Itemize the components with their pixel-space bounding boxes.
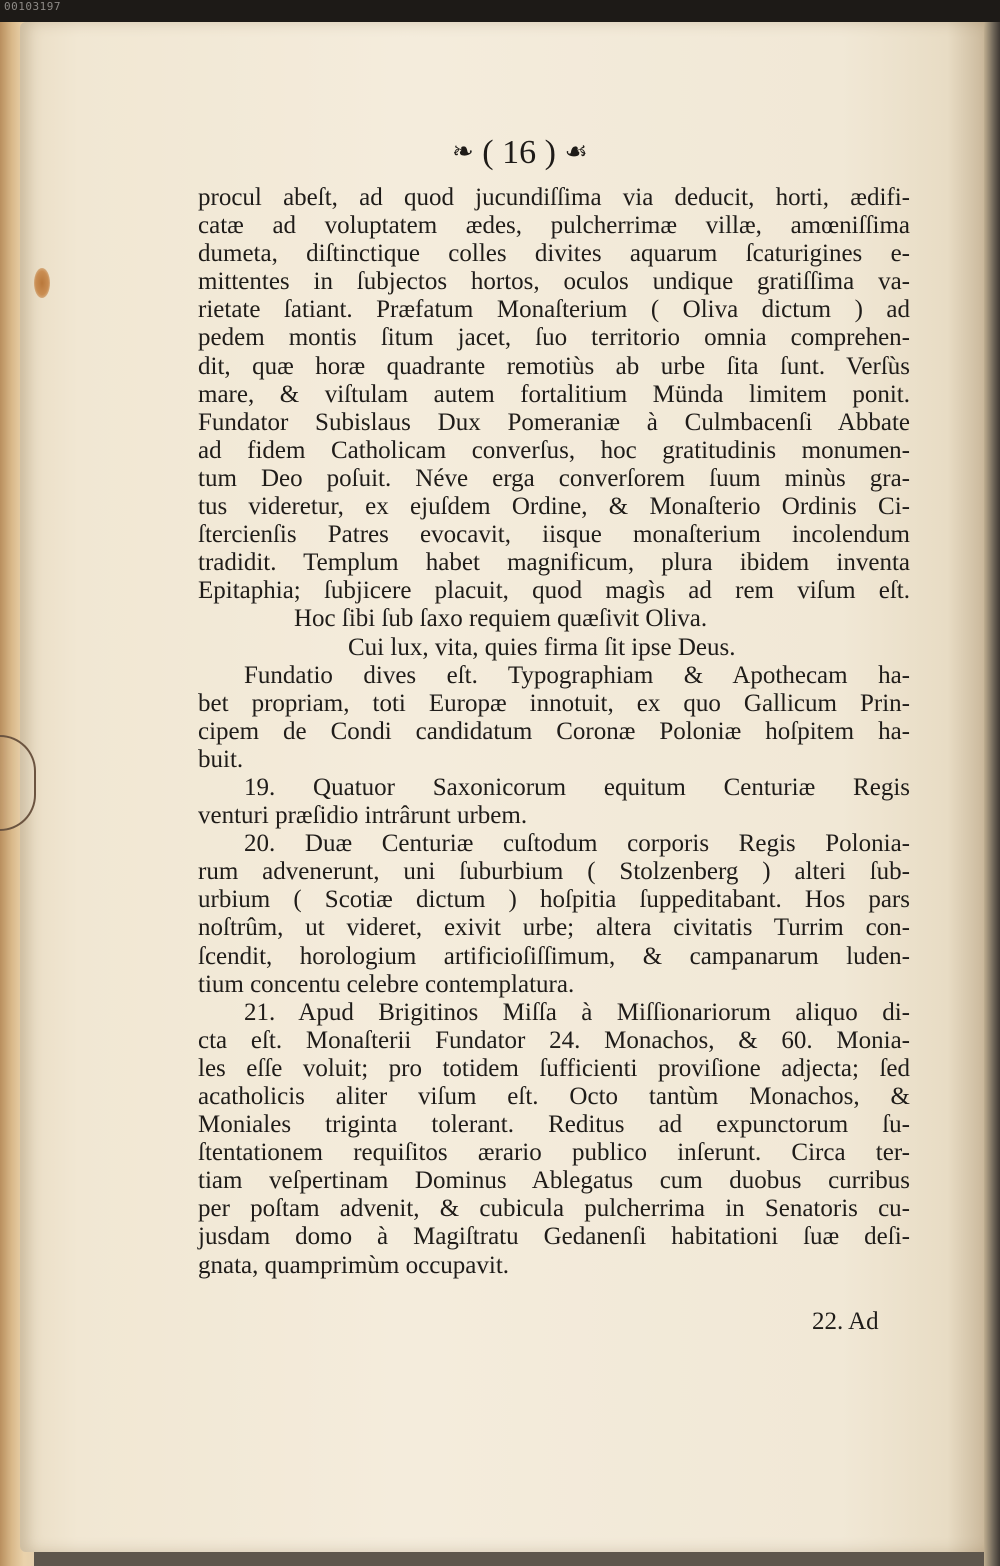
ornament-left-icon: ❧ <box>452 137 474 166</box>
page-header <box>452 134 652 174</box>
text-line: dit, quæ horæ quadrante remotiùs ab urbe ſita ſunt. Verſùs <box>198 352 910 380</box>
text-line: tum Deo poſuit. Néve erga converſorem ſuum minùs gra- <box>198 464 910 492</box>
text-line: catæ ad voluptatem ædes, pulcherrimæ villæ, amœniſſima <box>198 212 910 240</box>
page-number: ( 16 ) <box>482 134 556 171</box>
text-line: 19. Quatuor Saxonicorum equitum Centuriæ Regis <box>244 773 910 801</box>
text-line: ſtentationem requiſitos ærario publico inſerunt. Circa ter- <box>198 1139 910 1167</box>
text-line: Fundator Subislaus Dux Pomeraniæ à Culmbacenſi Abbate <box>198 408 910 436</box>
text-line: tium concentu celebre contemplatura. <box>198 970 575 998</box>
text-line: cta eſt. Monaſterii Fundator 24. Monachos, & 60. Monia- <box>198 1026 910 1054</box>
text-line: jusdam domo à Magiſtratu Gedanenſi habitationi ſuæ deſi- <box>198 1223 910 1251</box>
text-line: per poſtam advenit, & cubicula pulcherrima in Senatoris cu- <box>198 1195 910 1223</box>
text-line: mare, & viſtulam autem fortalitium Münda limitem ponit. <box>198 380 910 408</box>
text-line: mittentes in ſubjectos hortos, oculos undique gratiſſima va- <box>198 268 910 296</box>
text-line: 20. Duæ Centuriæ cuſtodum corporis Regis Polonia- <box>244 830 910 858</box>
text-line: Hoc ſibi ſub ſaxo requiem quæſivit Oliva. <box>294 605 708 633</box>
text-line: gnata, quamprimùm occupavit. <box>198 1251 510 1279</box>
text-line: Epitaphia; ſubjicere placuit, quod magìs ad rem viſum eſt. <box>198 577 910 605</box>
body-text <box>198 184 910 1280</box>
text-line: venturi præſidio intrârunt urbem. <box>198 802 528 830</box>
text-line: Fundatio dives eſt. Typographiam & Apothecam ha- <box>244 661 910 689</box>
ornament-right-icon: ☙ <box>564 137 588 166</box>
paper-stain <box>34 268 50 298</box>
text-line: tiam veſpertinam Dominus Ablegatus cum duobus curribus <box>198 1167 910 1195</box>
text-line: procul abeſt, ad quod jucundiſſima via deducit, horti, ædifi- <box>198 184 910 211</box>
text-line: buit. <box>198 745 244 773</box>
text-line: ad fidem Catholicam converſus, hoc gratitudinis monumen- <box>198 436 910 464</box>
text-line: tus videretur, ex ejuſdem Ordine, & Monaſterio Ordinis Ci- <box>198 493 910 521</box>
text-line: cipem de Condi candidatum Coronæ Poloniæ hoſpitem ha- <box>198 717 910 745</box>
catchword: 22. Ad <box>812 1308 879 1335</box>
scan-top-bar <box>0 0 1000 22</box>
text-line: rum advenerunt, uni ſuburbium ( Stolzenberg ) alteri ſub- <box>198 858 910 886</box>
text-line: urbium ( Scotiæ dictum ) hoſpitia ſuppeditabant. Hos pars <box>198 886 910 914</box>
text-line: Moniales triginta tolerant. Reditus ad expunctorum ſu- <box>198 1111 910 1139</box>
text-line: 21. Apud Brigitinos Miſſa à Miſſionariorum aliquo di- <box>244 998 910 1026</box>
scan-id: 00103197 <box>4 0 61 13</box>
text-line: ſcendit, horologium artificioſiſſimum, & campanarum luden- <box>198 942 910 970</box>
text-line: noſtrûm, ut videret, exivit urbe; altera civitatis Turrim con- <box>198 914 910 942</box>
text-line: dumeta, diſtinctique colles divites aquarum ſcaturigines e- <box>198 240 910 268</box>
text-line: les eſſe voluit; pro totidem ſufficienti proviſione adjecta; ſed <box>198 1054 910 1082</box>
text-line: ſtercienſis Patres evocavit, iisque monaſterium incolendum <box>198 521 910 549</box>
text-line: Cui lux, vita, quies firma ſit ipse Deus. <box>348 633 736 661</box>
text-line: rietate ſatiant. Præfatum Monaſterium ( Oliva dictum ) ad <box>198 296 910 324</box>
book-right-edge <box>984 22 1000 1566</box>
text-line: tradidit. Templum habet magnificum, plura ibidem inventa <box>198 549 910 577</box>
text-line: bet propriam, toti Europæ innotuit, ex quo Gallicum Prin- <box>198 689 910 717</box>
text-line: acatholicis aliter viſum eſt. Octo tantùm Monachos, & <box>198 1083 910 1110</box>
text-line: pedem montis ſitum jacet, ſuo territorio omnia comprehen- <box>198 324 910 352</box>
